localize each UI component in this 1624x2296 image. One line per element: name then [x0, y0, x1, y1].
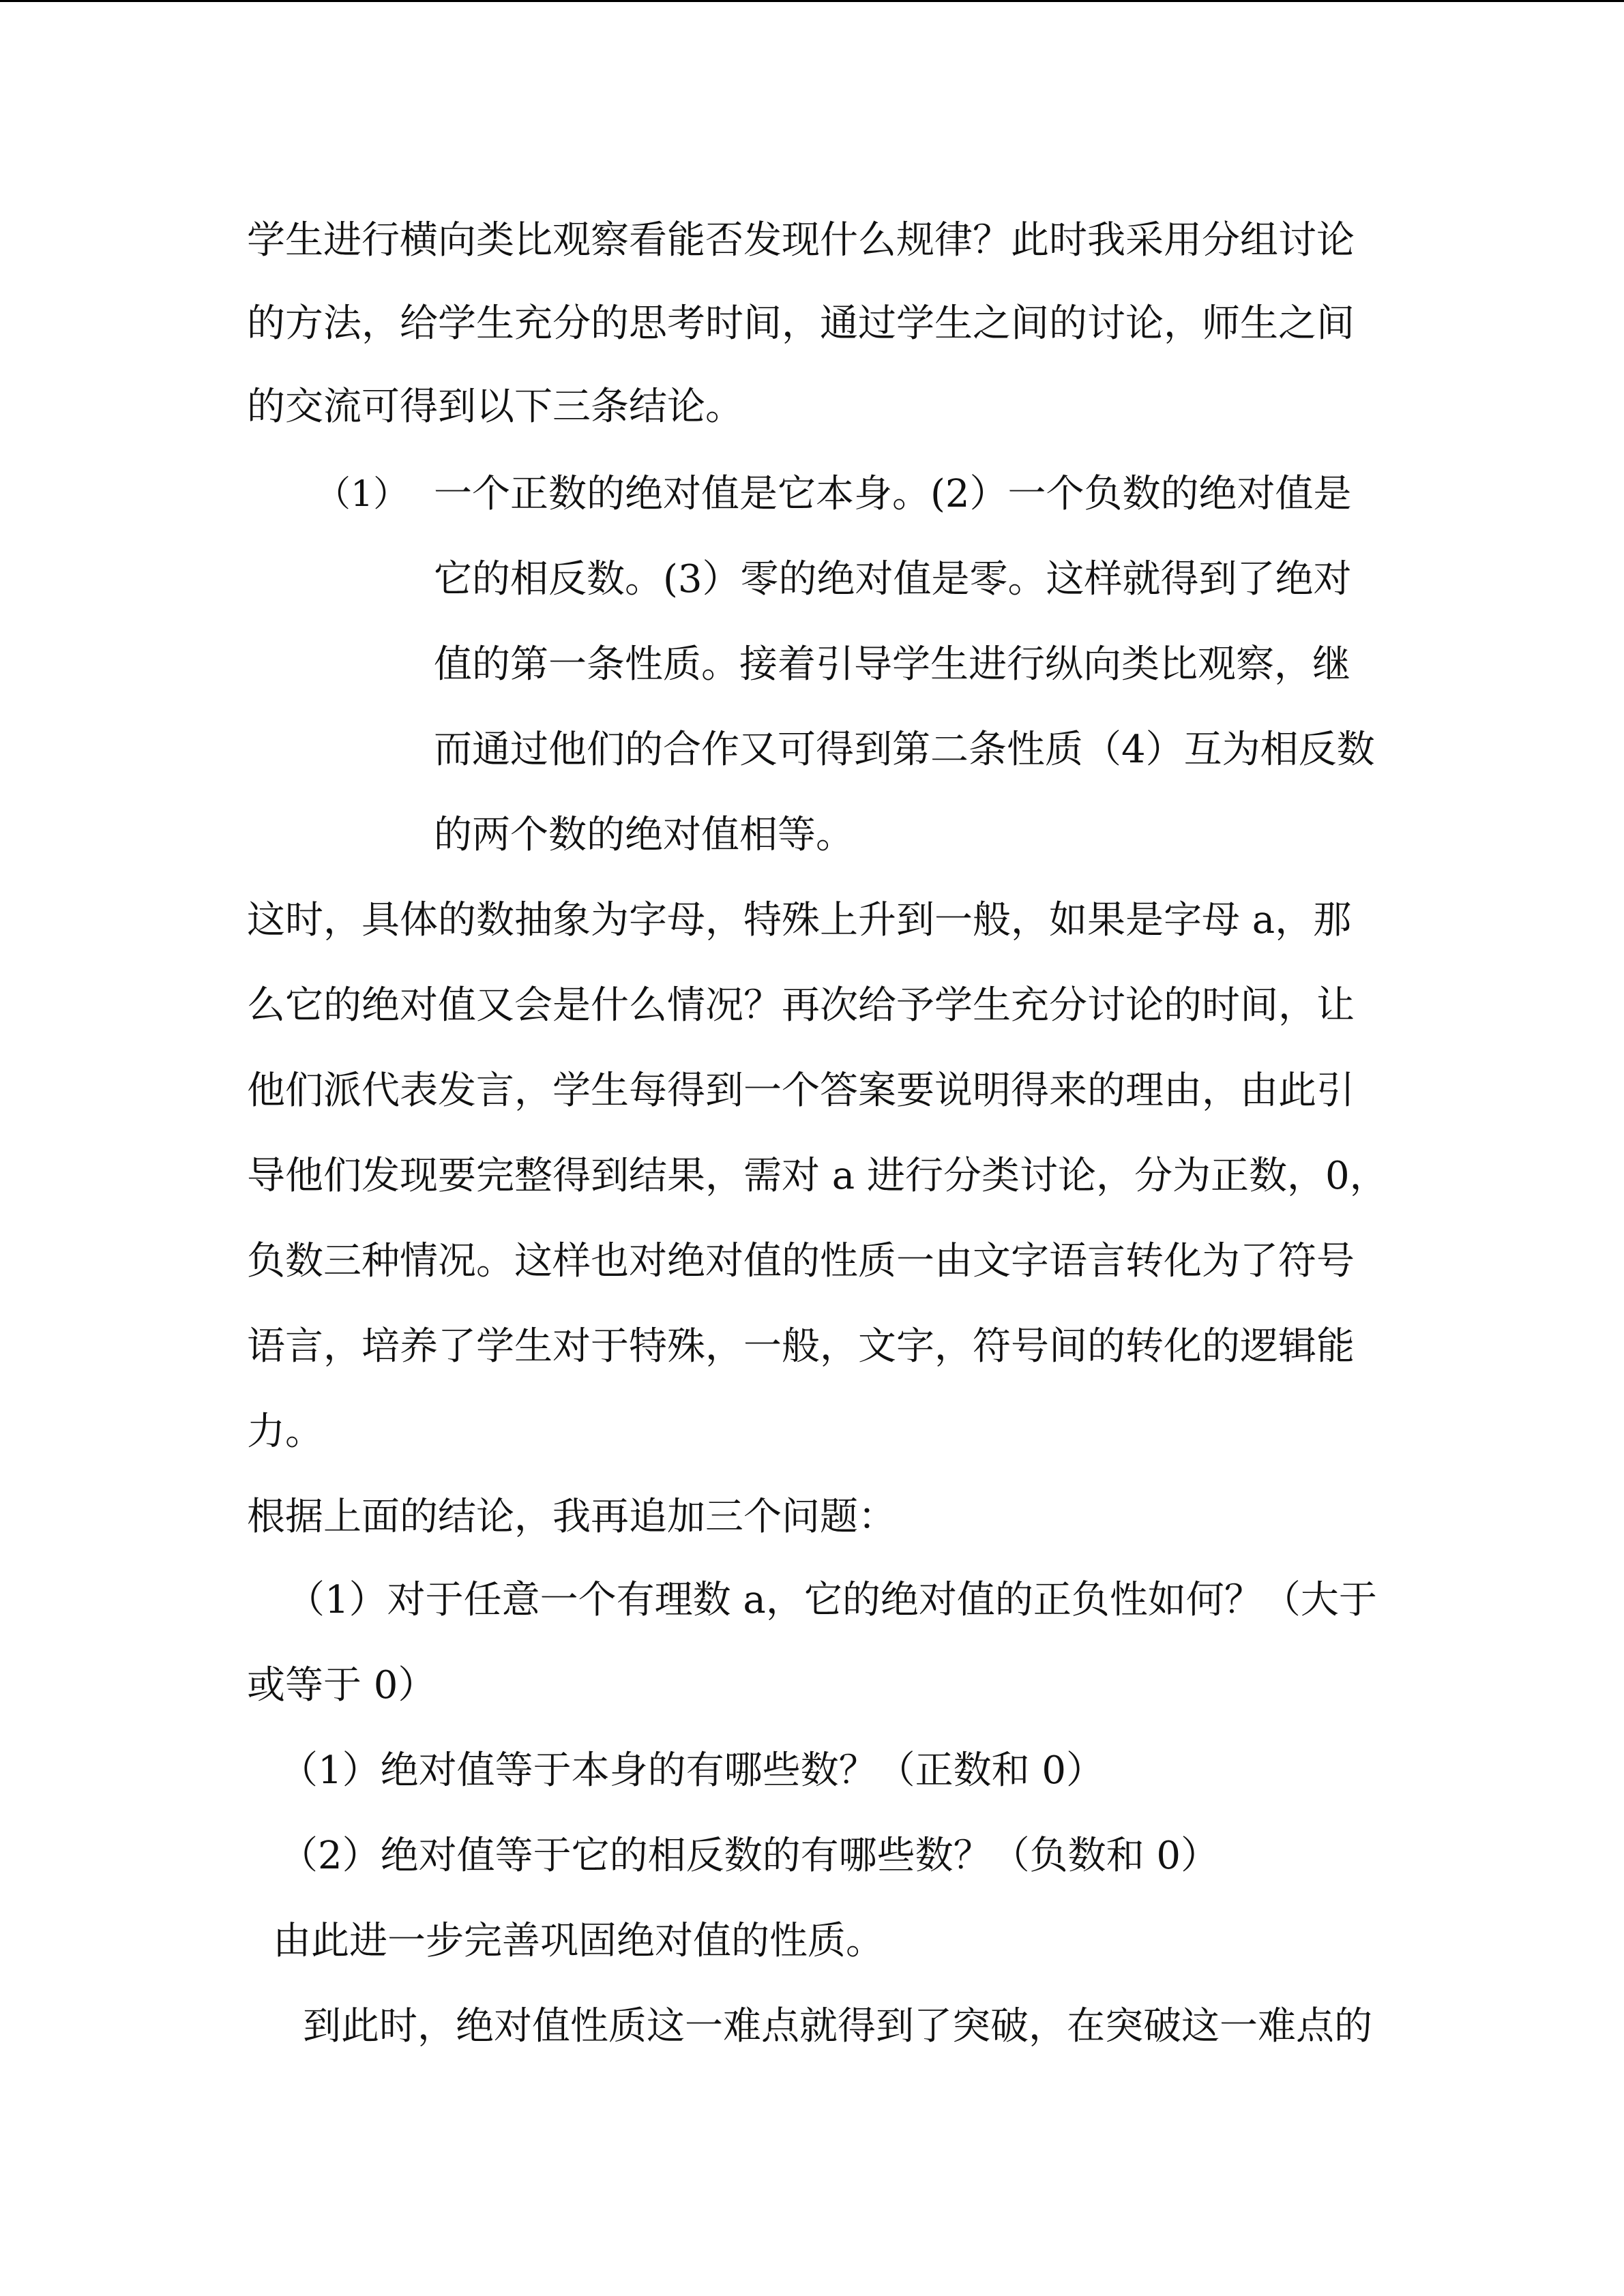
conclusion-line: 由此进一步完善巩固绝对值的性质。	[273, 1919, 884, 1963]
paragraph1-line-2: 的方法，给学生充分的思考时间，通过学生之间的讨论，师生之间	[247, 301, 1355, 346]
paragraph2-line-6: 语言，培养了学生对于特殊，一般，文字，符号间的转化的逻辑能	[247, 1324, 1355, 1369]
list-item-line-5: 的两个数的绝对值相等。	[434, 813, 854, 857]
question1-line-1: （1）对于任意一个有理数 a，它的绝对值的正负性如何？（大于	[286, 1578, 1377, 1622]
list-item-line-1: 一个正数的绝对值是它本身。(2）一个负数的绝对值是	[434, 472, 1352, 516]
paragraph2-line-2: 么它的绝对值又会是什么情况？再次给予学生充分讨论的时间，让	[247, 983, 1355, 1028]
final-line: 到此时，绝对值性质这一难点就得到了突破，在突破这一难点的	[303, 2004, 1372, 2048]
paragraph2-line-5: 负数三种情况。这样也对绝对值的性质一由文字语言转化为了符号	[247, 1239, 1355, 1283]
list-item-marker: （1）	[315, 474, 409, 515]
question1-line-2: 或等于 0）	[247, 1663, 437, 1708]
paragraph1-line-3: 的交流可得到以下三条结论。	[247, 385, 743, 429]
paragraph2-line-4: 导他们发现要完整得到结果，需对 a 进行分类讨论，分为正数，0，	[247, 1154, 1388, 1198]
list-item-line-2: 它的相反数。(3）零的绝对值是零。这样就得到了绝对	[434, 557, 1352, 601]
paragraph1-line-1: 学生进行横向类比观察看能否发现什么规律？此时我采用分组讨论	[247, 218, 1355, 263]
list-item-line-4: 而通过他们的合作又可得到第二条性质（4）互为相反数	[434, 728, 1375, 772]
question3-line: （2）绝对值等于它的相反数的有哪些数？（负数和 0）	[280, 1834, 1220, 1878]
paragraph2-line-1: 这时，具体的数抽象为字母，特殊上升到一般，如果是字母 a，那	[247, 898, 1352, 942]
list-item-line-3: 值的第一条性质。接着引导学生进行纵向类比观察，继	[434, 642, 1350, 687]
paragraph2-line-7: 力。	[247, 1410, 323, 1454]
question2-line: （1）绝对值等于本身的有哪些数？（正数和 0）	[280, 1748, 1105, 1793]
paragraph2-line-3: 他们派代表发言，学生每得到一个答案要说明得来的理由，由此引	[247, 1069, 1355, 1113]
intro-questions-line: 根据上面的结论，我再追加三个问题：	[247, 1495, 896, 1539]
